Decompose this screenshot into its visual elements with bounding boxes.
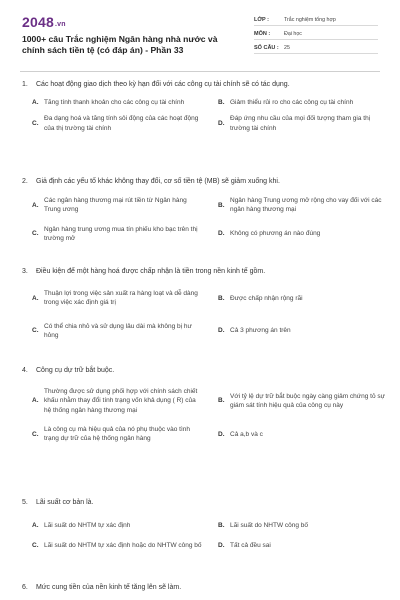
- option-letter: C.: [32, 430, 39, 438]
- option-d[interactable]: [218, 541, 398, 550]
- question-text: Các hoạt động giao dịch theo kỳ hạn đối với các công cụ tài chính sẽ có tác dụng.: [36, 81, 290, 88]
- option-text: Ngân hàng trung ương mua tín phiếu kho bạc trên thị trường mở: [44, 225, 198, 242]
- option-b[interactable]: [218, 521, 398, 530]
- option-text: Thuận lợi trong việc sản xuất ra hàng loạt và dễ dàng trong việc xác định giá trị: [44, 290, 198, 307]
- option-c[interactable]: [32, 225, 212, 244]
- logo-text: 2048: [22, 14, 54, 30]
- option-letter: D.: [218, 230, 225, 238]
- option-letter: A.: [32, 99, 39, 106]
- option-letter: A.: [32, 294, 39, 302]
- question-5: [20, 498, 380, 551]
- option-list: [32, 387, 385, 443]
- option-text: Giảm thiểu rủi ro cho các công cụ tài chính: [230, 99, 354, 106]
- question-text: Lãi suất cơ bản là.: [36, 499, 94, 506]
- option-a[interactable]: [32, 387, 212, 415]
- question-text: Điều kiện để một hàng hoá được chấp nhận là tiền trong nền kinh tế gồm.: [36, 268, 266, 275]
- option-text: Đa dạng hoá và tăng tính sôi động của các hoạt động của thị trường tài chính: [44, 115, 199, 132]
- meta-label: LỚP :: [254, 16, 269, 23]
- option-letter: D.: [218, 327, 225, 335]
- meta-label: MÔN :: [254, 30, 271, 37]
- option-text: Được chấp nhận rộng rãi: [230, 294, 303, 302]
- question-2: [20, 177, 380, 243]
- option-letter: A.: [32, 201, 39, 209]
- option-letter: D.: [218, 542, 225, 550]
- option-text: Các ngân hàng thương mại rút tiền từ Ngân hàng Trung ương: [44, 197, 187, 214]
- question-number: 6.: [22, 584, 28, 591]
- option-letter: C.: [32, 327, 39, 335]
- meta-subject: [254, 28, 378, 40]
- option-b[interactable]: [218, 196, 398, 215]
- question-number: 3.: [22, 268, 28, 275]
- option-text: Đáp ứng nhu cầu của mọi đối tượng tham gia thị trường tài chính: [230, 115, 371, 132]
- question-number: 5.: [22, 499, 28, 506]
- option-a[interactable]: [32, 289, 212, 308]
- question-4: [20, 366, 385, 443]
- document-header: [22, 12, 378, 62]
- option-a[interactable]: [32, 98, 212, 107]
- option-letter: A.: [32, 522, 39, 529]
- option-text: Ngân hàng Trung ương mở rộng cho vay đối với các ngân hàng thương mại: [230, 197, 382, 214]
- meta-value: Đại học: [284, 30, 302, 37]
- option-text: Với tỷ lệ dự trữ bắt buộc ngày càng giảm chứng tỏ sự giám sát tính hiệu quả của công cụ này: [230, 392, 385, 409]
- option-letter: B.: [218, 397, 225, 405]
- option-text: Thường được sử dụng phối hợp với chính sách chiết khấu nhằm thay đổi tính trạng vốn khả dụng ( R) của hệ thống ngân hàng thương mại: [44, 388, 198, 414]
- question-1: [20, 80, 380, 133]
- option-a[interactable]: [32, 196, 212, 215]
- question-number: 2.: [22, 178, 28, 185]
- option-list: [32, 521, 380, 551]
- option-a[interactable]: [32, 521, 212, 530]
- option-list: [32, 196, 380, 243]
- document-title: 1000+ câu Trắc nghiệm Ngân hàng nhà nước và chính sách tiền tệ (có đáp án) - Phần 33: [22, 34, 218, 55]
- option-d[interactable]: [218, 425, 398, 444]
- option-letter: D.: [218, 119, 225, 127]
- option-text: Có thể chia nhỏ và sử dụng lâu dài mà không bị hư hỏng: [44, 322, 192, 339]
- question-stem: [20, 267, 380, 276]
- option-letter: A.: [32, 397, 39, 405]
- option-text: Tất cả đều sai: [230, 542, 271, 550]
- question-stem: [20, 498, 380, 507]
- option-letter: B.: [218, 294, 225, 302]
- question-text: Giả định các yếu tố khác không thay đổi, cơ số tiền tệ (MB) sẽ giảm xuống khi.: [36, 178, 280, 185]
- document-meta: [254, 14, 378, 56]
- option-letter: B.: [218, 201, 225, 209]
- option-c[interactable]: [32, 114, 212, 133]
- option-list: [32, 98, 380, 133]
- question-6: [20, 583, 380, 592]
- site-logo[interactable]: [22, 14, 66, 30]
- option-c[interactable]: [32, 322, 212, 341]
- option-text: Lãi suất do NHTM tự xác định hoặc do NHTW công bố: [44, 542, 202, 550]
- option-d[interactable]: [218, 322, 398, 341]
- question-stem: [20, 80, 380, 89]
- meta-value: 25: [284, 44, 290, 51]
- meta-label: SỐ CÂU :: [254, 44, 279, 51]
- option-text: Cả a,b và c: [230, 430, 263, 438]
- option-d[interactable]: [218, 225, 398, 244]
- option-letter: C.: [32, 119, 39, 127]
- option-c[interactable]: [32, 425, 212, 444]
- logo-domain: .vn: [54, 21, 66, 28]
- option-text: Tăng tính thanh khoản cho các công cụ tài chính: [44, 99, 185, 106]
- question-stem: [20, 583, 380, 592]
- option-b[interactable]: [218, 98, 398, 107]
- meta-class: [254, 14, 378, 26]
- question-3: [20, 267, 380, 340]
- meta-question-count: [254, 42, 378, 54]
- option-letter: C.: [32, 230, 39, 238]
- option-b[interactable]: [218, 289, 398, 308]
- option-text: Lãi suất do NHTM tự xác định: [44, 522, 131, 529]
- question-text: Mức cung tiền của nền kinh tế tăng lên sẽ làm.: [36, 584, 182, 591]
- option-c[interactable]: [32, 541, 212, 550]
- option-letter: D.: [218, 430, 225, 438]
- question-number: 1.: [22, 81, 28, 88]
- option-letter: C.: [32, 542, 39, 550]
- option-text: Cả 3 phương án trên: [230, 327, 291, 335]
- option-d[interactable]: [218, 114, 398, 133]
- question-text: Công cụ dự trữ bắt buộc.: [36, 367, 115, 374]
- header-divider: [20, 71, 380, 72]
- option-letter: B.: [218, 522, 225, 529]
- question-stem: [20, 177, 380, 186]
- option-text: Là công cụ mà hiệu quả của nó phụ thuộc vào tình trạng dự trữ của hệ thống ngân hàng: [44, 425, 190, 443]
- option-b[interactable]: [218, 387, 398, 415]
- option-letter: B.: [218, 99, 225, 106]
- question-stem: [20, 366, 380, 375]
- option-text: Lãi suất do NHTW công bố: [230, 522, 309, 529]
- meta-value: Trắc nghiệm tổng hợp: [284, 16, 336, 23]
- option-text: Không có phương án nào đúng: [230, 230, 321, 238]
- question-number: 4.: [22, 367, 28, 374]
- option-list: [32, 289, 380, 340]
